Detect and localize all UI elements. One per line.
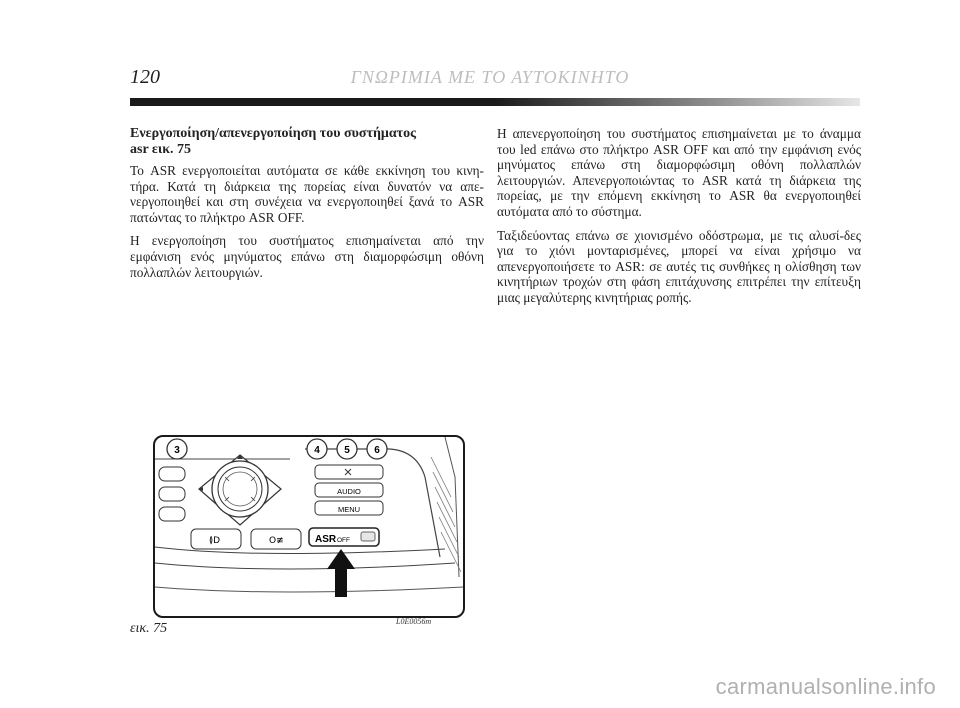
page-number: 120	[130, 66, 160, 88]
header-rule	[130, 98, 860, 106]
asr-label: ASR	[315, 534, 337, 545]
section-heading	[130, 126, 484, 158]
phone-key	[315, 465, 383, 479]
off-label: OFF	[337, 537, 350, 544]
paragraph: Η ενεργοποίηση του συστήματος επισημαίνεται από την εμφάνιση ενός μηνύματος επάνω στη διαμορφώσιμη οθόνη πολλαπλών λειτουργιών.	[130, 233, 484, 280]
left-column	[130, 126, 484, 288]
svg-text:≬D: ≬D	[209, 536, 221, 546]
watermark: carmanualsonline.info	[715, 674, 936, 699]
audio-key-label: AUDIO	[337, 487, 361, 496]
svg-text:O≢: O≢	[269, 536, 284, 546]
right-column	[497, 126, 861, 314]
figure-caption: εικ. 75	[130, 621, 168, 636]
figure-code: L0E0056m	[396, 617, 432, 626]
rotary-knob	[212, 461, 268, 517]
preset-6-label: 6	[374, 445, 380, 456]
preset-4-label: 4	[314, 445, 320, 456]
preset-3-label: 3	[174, 445, 180, 456]
dashboard-svg	[155, 437, 463, 616]
preset-5-label: 5	[344, 445, 350, 456]
menu-key-label: MENU	[337, 505, 361, 514]
figure-dashboard-illustration	[153, 435, 465, 618]
running-title: ΓΝΩΡΙΜΙΑ ΜΕ ΤΟ ΑΥΤΟΚΙΝΗΤΟ	[350, 67, 630, 87]
paragraph: Το ASR ενεργοποιείται αυτόματα σε κάθε εκκίνηση του κινη-τήρα. Κατά τη διάρκεια της πορείας είναι δυνατόν να απε-νεργοποιηθεί και στη συνέχεια να ενεργοποιηθεί ξανά το ASR πατώντας το πλήκτρο ASR OFF.	[130, 163, 484, 225]
section-heading-line1: Ενεργοποίηση/απενεργοποίηση του συστήματος	[130, 126, 417, 141]
paragraph: Ταξιδεύοντας επάνω σε χιονισμένο οδόστρωμα, με τις αλυσί-δες για το χιόνι μονταρισμένες, μπορεί να είναι χρήσιμο να απενεργοποιήσετε το ASR: σε αυτές τις συνθήκες η ολίσθηση των κινητήριων τροχών στη φάση επιτάχυνσης επιτρέπει την επίτευξη μιας μεγαλύτερης κινητήριας ροπής.	[497, 227, 861, 305]
paragraph: Η απενεργοποίηση του συστήματος επισημαίνεται με το άναμμα του led επάνω στο πλήκτρο ASR OFF και από την εμφάνιση ενός μηνύματος επάνω στη διαμορφώσιμη οθόνη πολλαπλών λειτουργιών. Απενεργοποιώντας το ASR κατά τη διάρκεια της πορείας, με την επόμενη εκκίνηση το ASR θα ενεργοποιηθεί αυτόματα από το σύστημα.	[497, 126, 861, 219]
pointer-arrow-icon	[327, 549, 355, 597]
section-heading-line2: asr εικ. 75	[130, 142, 192, 157]
